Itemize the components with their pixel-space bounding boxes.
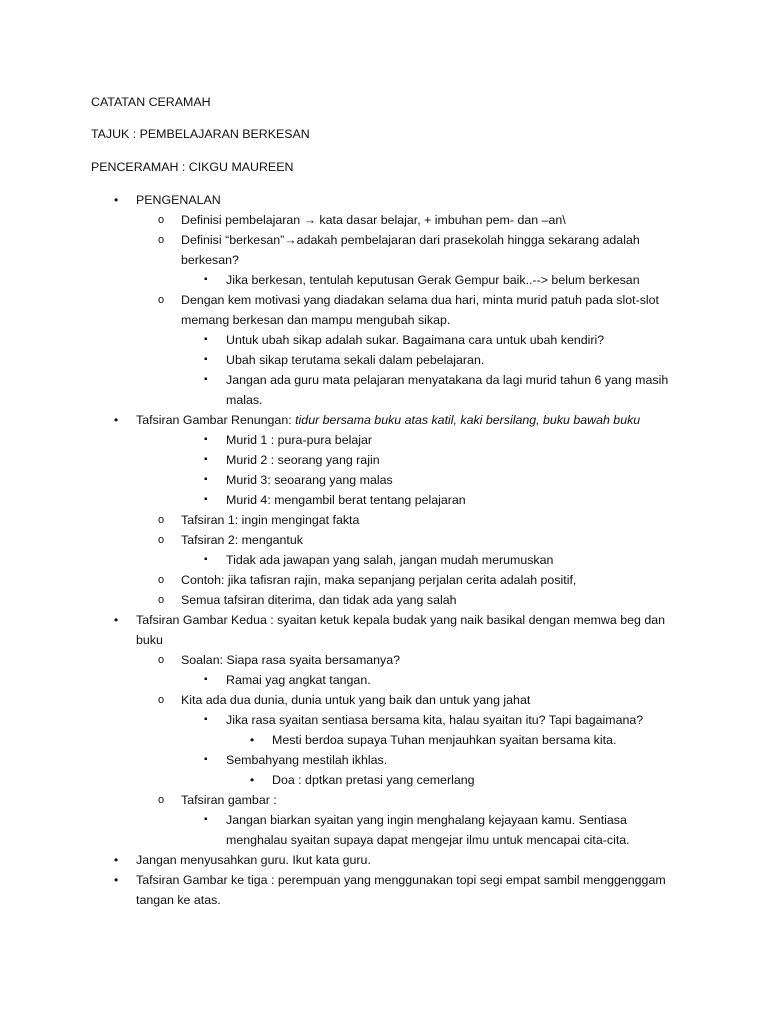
- list-item-text: Murid 1 : pura-pura belajar: [226, 433, 373, 447]
- list-item-text: Semua tafsiran diterima, dan tidak ada yang salah: [181, 593, 457, 607]
- bullet-icon: ▪: [204, 814, 208, 825]
- list-item-level-1: [0, 410, 768, 430]
- list-item-level-2: [0, 650, 768, 670]
- bullet-icon: ▪: [204, 714, 208, 725]
- list-item-text: Murid 3: seoarang yang malas: [226, 473, 393, 487]
- list-item-level-3: [0, 370, 768, 390]
- list-item-level-3: [0, 710, 768, 730]
- list-item-level-2: [0, 510, 768, 530]
- list-item-text: Murid 2 : seorang yang rajin: [226, 453, 380, 467]
- list-item-text: Tafsiran gambar :: [181, 793, 277, 807]
- bullet-icon: o: [158, 594, 165, 606]
- list-item-continuation: buku: [136, 633, 163, 647]
- list-item-text: Jangan ada guru mata pelajaran menyatakana da lagi murid tahun 6 yang masih: [226, 373, 669, 387]
- list-item-level-2: [0, 210, 768, 230]
- list-item-level-3: [0, 750, 768, 770]
- list-item-level-2: [0, 290, 768, 310]
- list-item-level-3: [0, 270, 768, 290]
- list-item-text: Jangan menyusahkan guru. Ikut kata guru.: [136, 853, 371, 867]
- bullet-icon: o: [158, 694, 165, 706]
- bullet-icon: o: [158, 654, 165, 666]
- bullet-icon: o: [158, 214, 165, 226]
- list-item-level-1: [0, 610, 768, 630]
- list-item-text: Kita ada dua dunia, dunia untuk yang baik dan untuk yang jahat: [181, 693, 531, 707]
- bullet-icon: ▪: [204, 454, 208, 465]
- list-item-text: PENGENALAN: [136, 193, 221, 207]
- list-item-level-1: [0, 850, 768, 870]
- doc-heading-tajuk: TAJUK : PEMBELAJARAN BERKESAN: [91, 127, 310, 141]
- list-item-continuation: memang berkesan dan mampu mengubah sikap.: [181, 313, 451, 327]
- bullet-icon: ▪: [204, 754, 208, 765]
- bullet-icon: ▪: [204, 434, 208, 445]
- bullet-icon: •: [114, 193, 119, 207]
- list-item-text: Tafsiran Gambar Kedua : syaitan ketuk kepala budak yang naik basikal dengan memwa beg dan: [136, 613, 665, 627]
- bullet-icon: o: [158, 534, 165, 546]
- list-item-text: Jika rasa syaitan sentiasa bersama kita, halau syaitan itu? Tapi bagaimana?: [226, 713, 644, 727]
- bullet-icon: •: [250, 773, 255, 787]
- list-item-text: Definisi “berkesan”→adakah pembelajaran dari prasekolah hingga sekarang adalah: [181, 233, 640, 247]
- list-item-text: Jika berkesan, tentulah keputusan Gerak Gempur baik..--> belum berkesan: [226, 273, 640, 287]
- list-item-text: Tafsiran Gambar Renungan:: [136, 413, 296, 427]
- list-item-level-4: [0, 730, 768, 750]
- list-item-continuation: malas.: [226, 393, 263, 407]
- notes-list: [0, 190, 768, 910]
- bullet-icon: •: [250, 733, 255, 747]
- list-item-text: Dengan kem motivasi yang diadakan selama dua hari, minta murid patuh pada slot-slot: [181, 293, 659, 307]
- list-item-level-2: [0, 590, 768, 610]
- list-item-level-3: [0, 670, 768, 690]
- list-item-text: Sembahyang mestilah ikhlas.: [226, 753, 388, 767]
- list-item-text: Murid 4: mengambil berat tentang pelajaran: [226, 493, 466, 507]
- bullet-icon: o: [158, 294, 165, 306]
- list-item-text: Jangan biarkan syaitan yang ingin menghalang kejayaan kamu. Sentiasa: [226, 813, 627, 827]
- list-item-text: Tafsiran 1: ingin mengingat fakta: [181, 513, 360, 527]
- list-item-text: Tidak ada jawapan yang salah, jangan mudah merumuskan: [226, 553, 554, 567]
- bullet-icon: o: [158, 574, 165, 586]
- list-item-text: Ramai yag angkat tangan.: [226, 673, 371, 687]
- list-item-level-2: [0, 230, 768, 250]
- list-item-text: Mesti berdoa supaya Tuhan menjauhkan syaitan bersama kita.: [272, 733, 617, 747]
- list-item-text: Tafsiran Gambar ke tiga : perempuan yang menggunakan topi segi empat sambil menggenggam: [136, 873, 666, 887]
- list-item-level-3: [0, 470, 768, 490]
- list-item-text: Tafsiran 2: mengantuk: [181, 533, 303, 547]
- list-item-level-3: [0, 450, 768, 470]
- bullet-icon: o: [158, 234, 165, 246]
- bullet-icon: ▪: [204, 494, 208, 505]
- list-item-level-3: [0, 350, 768, 370]
- bullet-icon: ▪: [204, 274, 208, 285]
- list-item-level-2: [0, 530, 768, 550]
- bullet-icon: ▪: [204, 674, 208, 685]
- list-item-text: Definisi pembelajaran → kata dasar belajar, + imbuhan pem- dan –an\: [181, 213, 566, 227]
- list-item-text: Untuk ubah sikap adalah sukar. Bagaimana cara untuk ubah kendiri?: [226, 333, 605, 347]
- list-item-continuation: menghalau syaitan supaya dapat mengejar ilmu untuk mencapai cita-cita.: [226, 833, 630, 847]
- list-item-level-3: [0, 810, 768, 830]
- list-item-text: Doa : dptkan pretasi yang cemerlang: [272, 773, 475, 787]
- bullet-icon: •: [114, 613, 119, 627]
- bullet-icon: •: [114, 853, 119, 867]
- bullet-icon: o: [158, 514, 165, 526]
- bullet-icon: ▪: [204, 554, 208, 565]
- bullet-icon: ▪: [204, 354, 208, 365]
- list-item-level-2: [0, 570, 768, 590]
- doc-heading-catatan: CATATAN CERAMAH: [91, 95, 211, 109]
- bullet-icon: •: [114, 873, 119, 887]
- list-item-text: Soalan: Siapa rasa syaita bersamanya?: [181, 653, 401, 667]
- list-item-level-1: [0, 870, 768, 890]
- list-item-level-3: [0, 490, 768, 510]
- list-item-level-3: [0, 330, 768, 350]
- list-item-level-2: [0, 790, 768, 810]
- list-item-level-4: [0, 770, 768, 790]
- list-item-level-3: [0, 430, 768, 450]
- list-item-italic-text: tidur bersama buku atas katil, kaki bersilang, buku bawah buku: [295, 413, 641, 427]
- list-item-level-3: [0, 550, 768, 570]
- list-item-text: Contoh: jika tafisran rajin, maka sepanjang perjalan cerita adalah positif,: [181, 573, 577, 587]
- bullet-icon: ▪: [204, 474, 208, 485]
- list-item-text: Ubah sikap terutama sekali dalam pebelajaran.: [226, 353, 485, 367]
- bullet-icon: ▪: [204, 334, 208, 345]
- bullet-icon: o: [158, 794, 165, 806]
- doc-heading-penceramah: PENCERAMAH : CIKGU MAUREEN: [91, 160, 294, 174]
- list-item-continuation: berkesan?: [181, 253, 239, 267]
- list-item-level-1: [0, 190, 768, 210]
- bullet-icon: ▪: [204, 374, 208, 385]
- list-item-level-2: [0, 690, 768, 710]
- list-item-continuation: tangan ke atas.: [136, 893, 221, 907]
- bullet-icon: •: [114, 413, 119, 427]
